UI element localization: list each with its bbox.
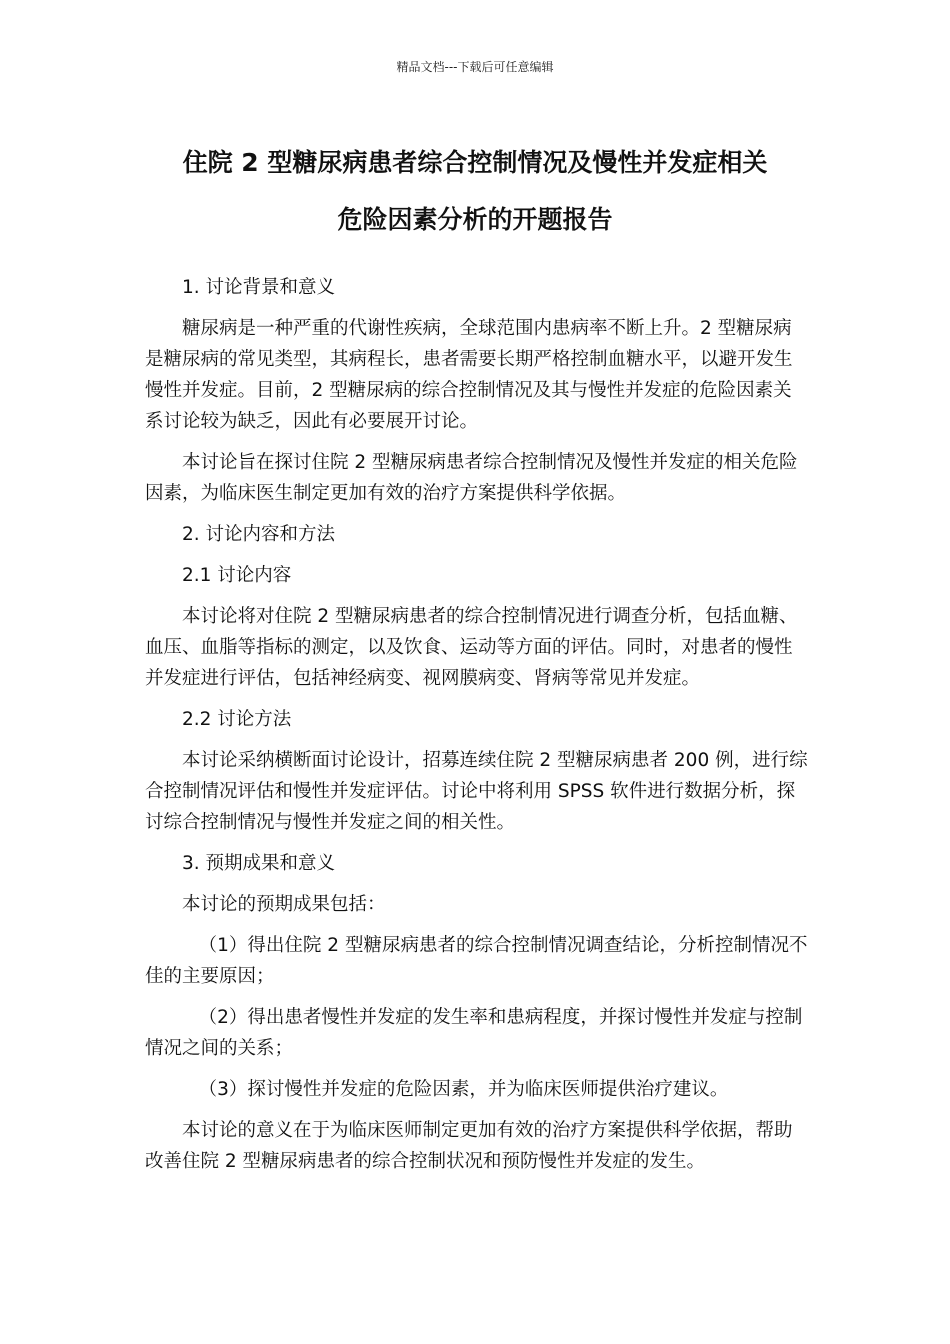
document-title (140, 134, 810, 248)
list-item: （1）得出住院 2 型糖尿病患者的综合控制情况调查结论，分析控制情况不佳的主要原因； (145, 935, 808, 987)
document-body (145, 272, 809, 1187)
list-item: （3）探讨慢性并发症的危险因素，并为临床医师提供治疗建议。 (198, 1079, 729, 1100)
paragraph: 本讨论旨在探讨住院 2 型糖尿病患者综合控制情况及慢性并发症的相关危险因素，为临床医生制定更加有效的治疗方案提供科学依据。 (145, 452, 798, 504)
paragraph: 本讨论的意义在于为临床医师制定更加有效的治疗方案提供科学依据，帮助改善住院 2 型糖尿病患者的综合控制状况和预防慢性并发症的发生。 (145, 1120, 793, 1172)
section-heading: 2. 讨论内容和方法 (182, 524, 336, 545)
page-header: 精品文档---下载后可任意编辑 (396, 60, 554, 74)
subsection-heading: 2.1 讨论内容 (182, 565, 292, 586)
paragraph: 本讨论采纳横断面讨论设计，招募连续住院 2 型糖尿病患者 200 例，进行综合控制情况评估和慢性并发症评估。讨论中将利用 SPSS 软件进行数据分析，探讨综合控制情况与慢性并发症之间的相关性。 (145, 750, 808, 833)
title-line-2: 危险因素分析的开题报告 (337, 205, 613, 234)
paragraph: 本讨论的预期成果包括： (182, 894, 386, 915)
list-item: （2）得出患者慢性并发症的发生率和患病程度，并探讨慢性并发症与控制情况之间的关系； (145, 1007, 803, 1059)
section-heading: 1. 讨论背景和意义 (182, 277, 336, 298)
title-line-1: 住院 2 型糖尿病患者综合控制情况及慢性并发症相关 (182, 148, 768, 177)
subsection-heading: 2.2 讨论方法 (182, 709, 292, 730)
paragraph: 本讨论将对住院 2 型糖尿病患者的综合控制情况进行调查分析，包括血糖、血压、血脂等指标的测定，以及饮食、运动等方面的评估。同时，对患者的慢性并发症进行评估，包括神经病变、视网膜病变、肾病等常见并发症。 (145, 606, 798, 689)
section-heading: 3. 预期成果和意义 (182, 853, 336, 874)
paragraph: 糖尿病是一种严重的代谢性疾病，全球范围内患病率不断上升。2 型糖尿病是糖尿病的常见类型，其病程长，患者需要长期严格控制血糖水平，以避开发生慢性并发症。目前，2 型糖尿病的综合控制情况及其与慢性并发症的危险因素关系讨论较为缺乏，因此有必要展开讨论。 (145, 318, 793, 432)
